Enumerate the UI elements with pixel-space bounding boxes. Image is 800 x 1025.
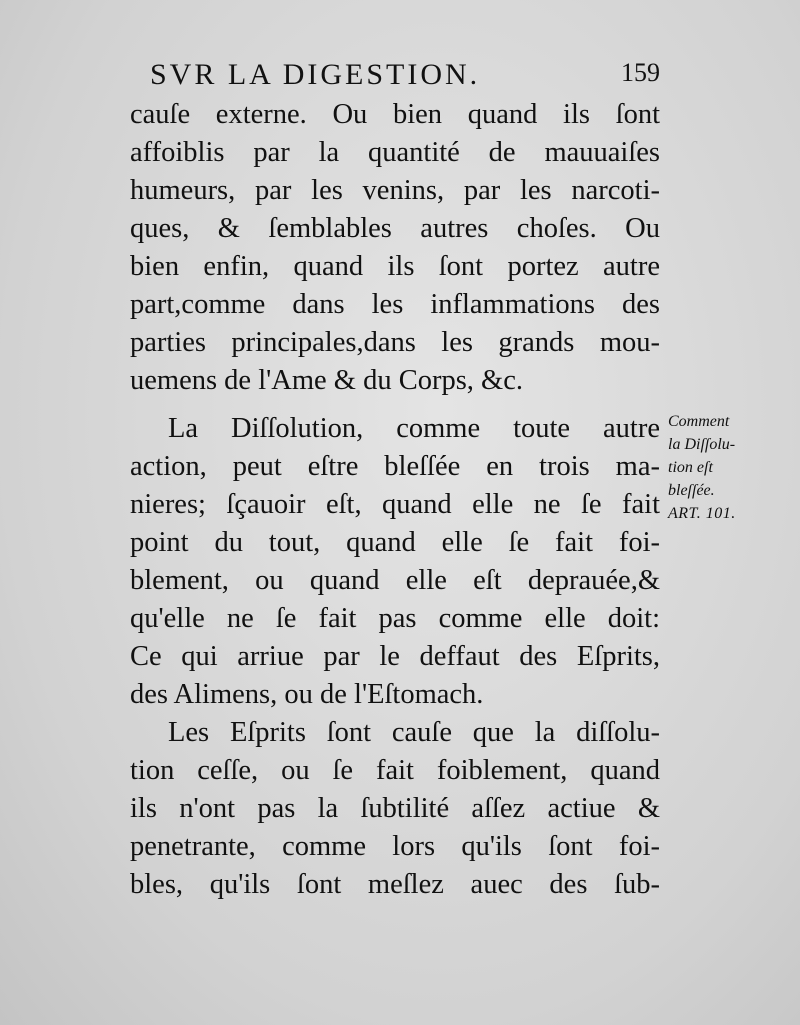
text-line: blement, ou quand elle eſt deprauée,&: [130, 565, 660, 596]
page-header: [150, 58, 660, 98]
margin-note-line: bleſſée.: [668, 482, 715, 499]
article-number: ART. 101.: [668, 505, 736, 522]
text-line: cauſe externe. Ou bien quand ils ſont: [130, 99, 660, 130]
text-line: ils n'ont pas la ſubtilité aſſez actiue &: [130, 793, 660, 824]
text-line: bles, qu'ils ſont meſlez auec des ſub-: [130, 869, 660, 900]
running-title: SVR LA DIGESTION.: [150, 58, 481, 91]
text-line: nieres; ſçauoir eſt, quand elle ne ſe fait: [130, 489, 660, 520]
text-line: qu'elle ne ſe fait pas comme elle doit:: [130, 603, 660, 634]
text-line: action, peut eſtre bleſſée en trois ma-: [130, 451, 660, 482]
text-line: Les Eſprits ſont cauſe que la diſſolu-: [168, 717, 660, 748]
text-line: des Alimens, ou de l'Eſtomach.: [130, 679, 484, 710]
page-number: 159: [621, 58, 660, 87]
text-line: uemens de l'Ame & du Corps, &c.: [130, 365, 523, 396]
text-line: penetrante, comme lors qu'ils ſont foi-: [130, 831, 660, 862]
margin-note-line: tion eſt: [668, 459, 713, 476]
margin-note-line: Comment: [668, 413, 730, 430]
text-line: part,comme dans les inflammations des: [130, 289, 660, 320]
text-line: humeurs, par les venins, par les narcoti-: [130, 175, 660, 206]
margin-note: [668, 410, 778, 525]
text-line: Ce qui arriue par le deffaut des Eſprits,: [130, 641, 660, 672]
text-line: affoiblis par la quantité de mauuaiſes: [130, 137, 660, 168]
text-line: ques, & ſemblables autres choſes. Ou: [130, 213, 660, 244]
text-line: bien enfin, quand ils ſont portez autre: [130, 251, 660, 282]
text-line: La Diſſolution, comme toute autre: [168, 413, 660, 444]
text-line: point du tout, quand elle ſe fait foi-: [130, 527, 660, 558]
text-line: tion ceſſe, ou ſe fait foiblement, quand: [130, 755, 660, 786]
text-line: parties principales,dans les grands mou-: [130, 327, 660, 358]
margin-note-line: la Diſſolu-: [668, 436, 736, 453]
